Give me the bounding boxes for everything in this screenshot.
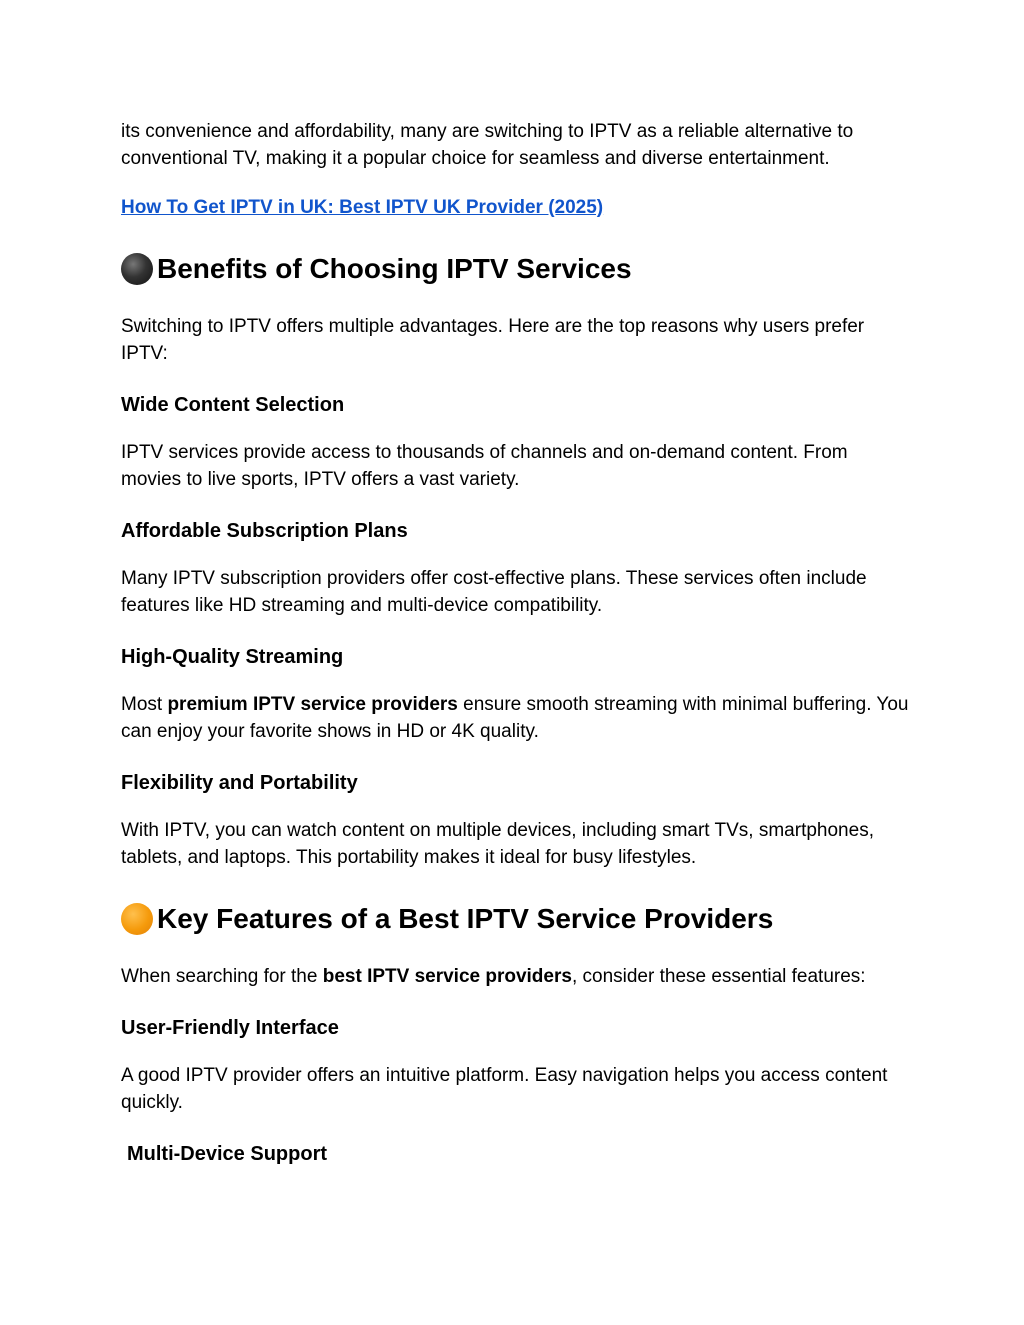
link-line xyxy=(121,194,911,221)
benefit-title-flexibility: Flexibility and Portability xyxy=(121,772,358,794)
benefit-title-quality: High-Quality Streaming xyxy=(121,646,344,668)
features-intro xyxy=(121,963,911,990)
features-intro-after: , consider these essential features: xyxy=(571,966,866,987)
intro-paragraph: its convenience and affordability, many are switching to IPTV as a reliable alternative to conventional TV, making it a popular choice for seamless and diverse entertainment. xyxy=(121,121,854,169)
benefit-title-wide-content: Wide Content Selection xyxy=(121,394,345,416)
feature-text-interface: A good IPTV provider offers an intuitive platform. Easy navigation helps you access content quickly. xyxy=(121,1065,888,1113)
features-heading xyxy=(121,901,911,937)
benefit-text-wide-content: IPTV services provide access to thousands of channels and on-demand content. From movies to live sports, IPTV offers a vast variety. xyxy=(121,442,848,490)
benefits-heading-text: Benefits of Choosing IPTV Services xyxy=(157,253,632,284)
feature-title-multi-device: Multi-Device Support xyxy=(127,1143,328,1165)
quality-text-bold: premium IPTV service providers xyxy=(167,694,458,715)
orange-circle-icon xyxy=(121,903,153,935)
benefits-intro: Switching to IPTV offers multiple advantages. Here are the top reasons why users prefer IPTV: xyxy=(121,316,865,364)
document-page xyxy=(121,118,911,1168)
benefit-text-affordable: Many IPTV subscription providers offer cost-effective plans. These services often include features like HD streaming and multi-device compatibility. xyxy=(121,568,867,616)
features-intro-bold: best IPTV service providers xyxy=(322,966,572,987)
benefit-text-flexibility: With IPTV, you can watch content on multiple devices, including smart TVs, smartphones, tablets, and laptops. This portability makes it ideal for busy lifestyles. xyxy=(121,820,874,868)
feature-title-interface: User-Friendly Interface xyxy=(121,1017,339,1039)
features-heading-text: Key Features of a Best IPTV Service Providers xyxy=(157,903,774,934)
iptv-uk-provider-link[interactable]: How To Get IPTV in UK: Best IPTV UK Provider (2025) xyxy=(121,197,604,218)
quality-text-after: ensure smooth streaming with minimal buffering. You can enjoy your favorite shows in HD or 4K quality. xyxy=(121,694,909,742)
benefit-title-affordable: Affordable Subscription Plans xyxy=(121,520,408,542)
quality-text-before: Most xyxy=(121,694,168,715)
features-intro-before: When searching for the xyxy=(121,966,323,987)
benefits-heading xyxy=(121,251,911,287)
black-circle-icon xyxy=(121,253,153,285)
benefit-text-quality xyxy=(121,691,911,745)
